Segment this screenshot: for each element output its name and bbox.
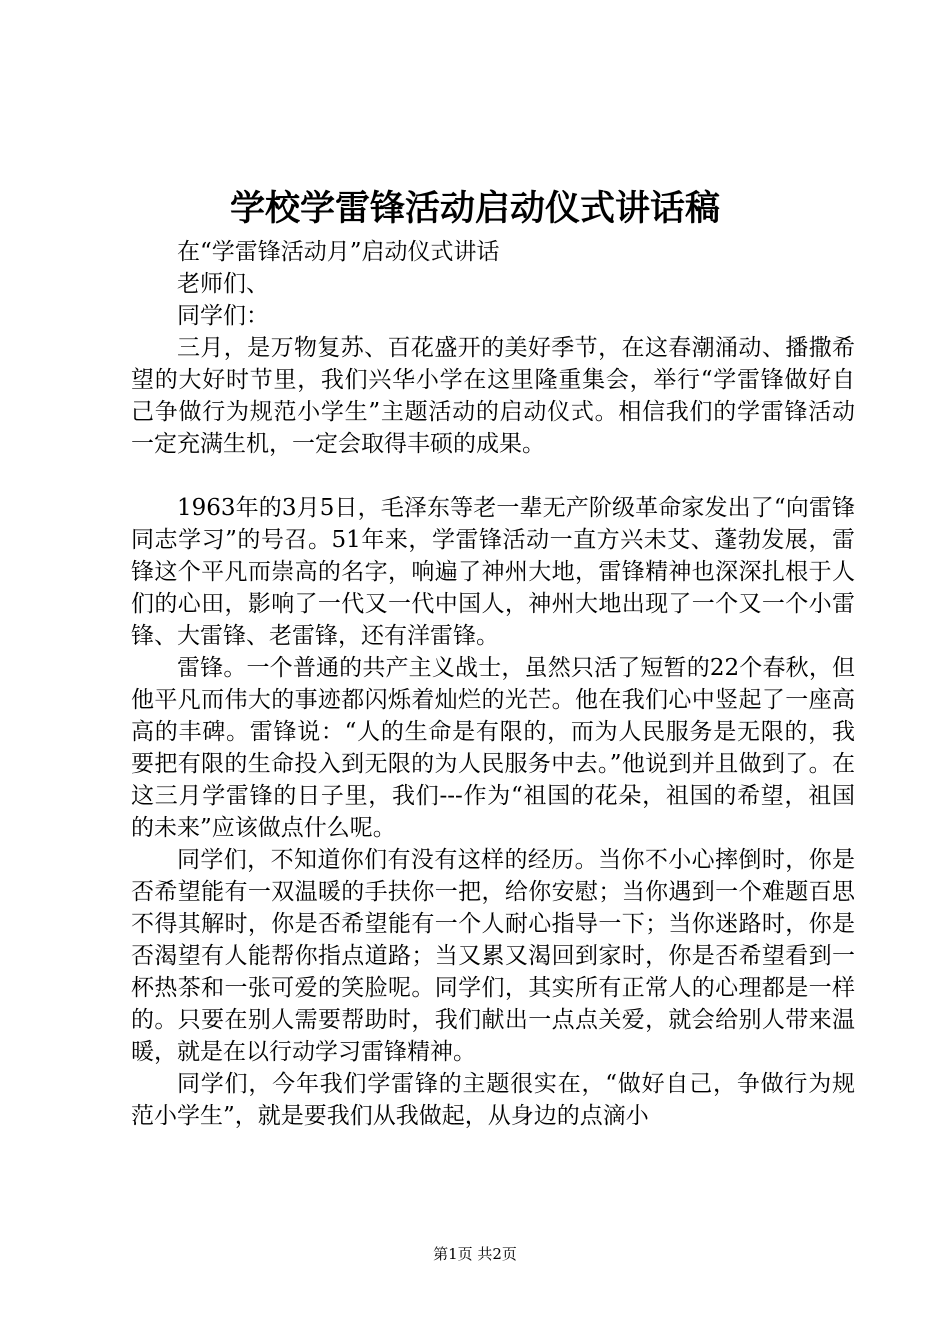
document-title: 学校学雷锋活动启动仪式讲话稿: [229, 188, 720, 229]
page-footer: 第1页 共2页: [433, 1245, 517, 1263]
paragraph-history: 1963年的3月5日，毛泽东等老一辈无产阶级革命家发出了“向雷锋同志学习”的号召。51年来，学雷锋活动一直方兴未艾、蓬勃发展，雷锋这个平凡而崇高的名字，响遍了神州大地，雷锋精神也深深扎根于人们的心田，影响了一代又一代中国人，神州大地出现了一个又一个小雷锋、大雷锋、老雷锋，还有洋雷锋。: [131, 495, 855, 649]
paragraph-salutation-teachers: 老师们、: [177, 271, 269, 297]
paragraph-heading-line: 在“学雷锋活动月”启动仪式讲话: [177, 239, 500, 265]
paragraph-intro: 三月，是万物复苏、百花盛开的美好季节，在这春潮涌动、播撒希望的大好时节里，我们兴华小学在这里隆重集会，举行“学雷锋做好自己争做行为规范小学生”主题活动的启动仪式。相信我们的学雷锋活动一定充满生机，一定会取得丰硕的成果。: [131, 335, 855, 457]
document-body: [131, 236, 855, 1132]
paragraph-salutation-students: 同学们：: [177, 303, 269, 329]
paragraph-experience: 同学们，不知道你们有没有这样的经历。当你不小心摔倒时，你是否希望能有一双温暖的手扶你一把，给你安慰；当你遇到一个难题百思不得其解时，你是否希望能有一个人耐心指导一下；当你迷路时，你是否渴望有人能帮你指点道路；当又累又渴回到家时，你是否希望看到一杯热茶和一张可爱的笑脸呢。同学们，其实所有正常人的心理都是一样的。只要在别人需要帮助时，我们献出一点点关爱，就会给别人带来温暖，就是在以行动学习雷锋精神。: [131, 847, 855, 1065]
paragraph-theme: 同学们，今年我们学雷锋的主题很实在，“做好自己，争做行为规范小学生”，就是要我们从我做起，从身边的点滴小: [131, 1071, 855, 1129]
paragraph-leifeng: 雷锋。一个普通的共产主义战士，虽然只活了短暂的22个春秋，但他平凡而伟大的事迹都闪烁着灿烂的光芒。他在我们心中竖起了一座高高的丰碑。雷锋说：“人的生命是有限的，而为人民服务是无限的，我要把有限的生命投入到无限的为人民服务中去。”他说到并且做到了。在这三月学雷锋的日子里，我们---作为“祖国的花朵，祖国的希望，祖国的未来”应该做点什么呢。: [131, 655, 855, 841]
